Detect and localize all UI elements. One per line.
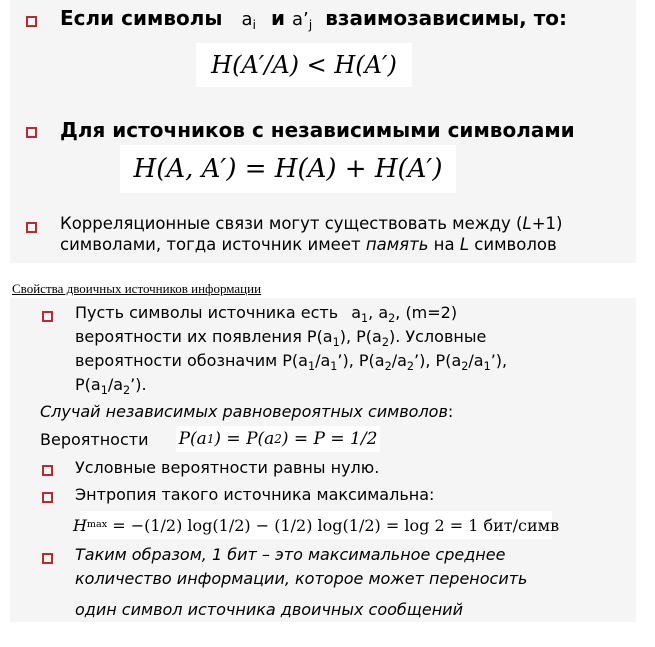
- bullet-2-text: Для источников с независимыми символами: [60, 118, 575, 142]
- bullet-4-line-4: $P(a_1/a_2’)$.: [75, 375, 147, 397]
- bullet-2: [26, 127, 37, 138]
- bullet-4-line-1: Пусть символы источника есть $a_1$, $a_2$, (m=2): [75, 303, 458, 325]
- probability-label: Вероятности: [40, 430, 149, 449]
- bullet-1: [26, 16, 37, 27]
- bullet-5-text: Условные вероятности равны нулю.: [75, 458, 380, 477]
- bullet-7-line-1: Таким образом, 1 бит – это максимальное среднее: [75, 545, 506, 564]
- bullet-7-line-3: один символ источника двоичных сообщений: [75, 600, 463, 619]
- bullet-3: [26, 222, 37, 233]
- formula-probability: P(a 1 ) = P(a 2 ) = P = 1/2: [176, 426, 380, 452]
- bullet-5: [42, 465, 53, 476]
- bullet-7-line-2: количество информации, которое может переносить: [75, 569, 528, 588]
- formula-conditional-entropy: H(A′/A) < H(A′): [196, 43, 412, 87]
- bullet-3-line-1: Корреляционные связи могут существовать между (L+1): [60, 214, 563, 233]
- bullet-7: [42, 553, 53, 564]
- formula-max-entropy: H max = −(1/2) log(1/2) − (1/2) log(1/2) = log 2 = 1 бит/симв: [80, 511, 552, 539]
- bullet-4-line-3: вероятности обозначим $P(a_1/a_1’)$, $P(a_2/a_2’)$, $P(a_2/a_1’)$,: [75, 351, 508, 373]
- bullet-3-line-2: символами, тогда источник имеет память на L символов: [60, 235, 557, 254]
- bullet-4: [42, 311, 53, 322]
- bullet-1-text: Если символы $a_i$ и $a’_j$ взаимозависимы, то:: [60, 6, 568, 32]
- bullet-4-line-2: вероятности их появления $P(a_1)$, $P(a_2)$. Условные: [75, 327, 487, 349]
- formula-joint-entropy: H(A, A′) = H(A) + H(A′): [120, 145, 456, 193]
- bullet-6: [42, 492, 53, 503]
- case-heading: Случай независимых равновероятных символов:: [40, 402, 454, 421]
- bullet-6-text: Энтропия такого источника максимальна:: [75, 485, 435, 504]
- section-title: Свойства двоичных источников информации: [12, 281, 262, 296]
